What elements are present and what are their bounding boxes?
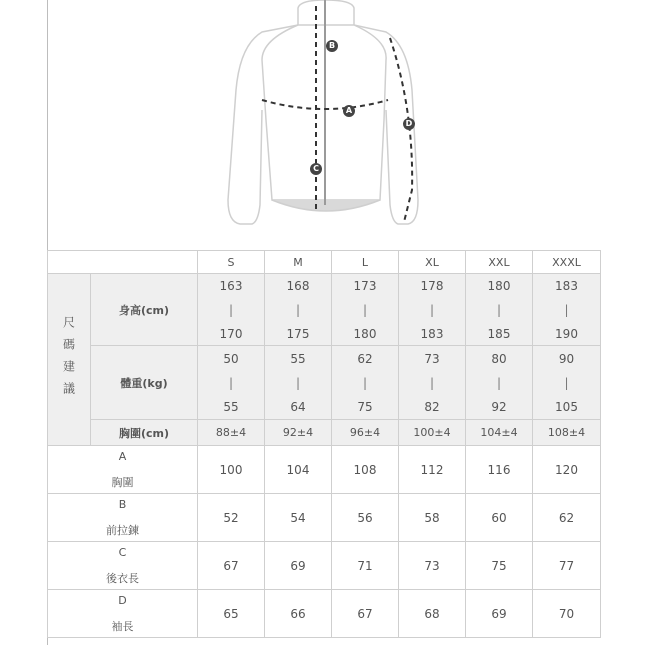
marker-b-icon: B (326, 40, 338, 52)
measurement-cell: 56 (332, 494, 399, 542)
height-cell (265, 274, 332, 346)
size-chart-table (47, 250, 601, 638)
chest-recommend-row (48, 420, 601, 446)
range-separator: | (362, 375, 368, 390)
size-header-l: L (332, 251, 399, 274)
measurement-letter: D (118, 593, 127, 607)
weight-max: 55 (223, 399, 239, 414)
weight-min: 55 (290, 351, 306, 366)
measurement-cell: 69 (466, 590, 533, 638)
size-header-xl: XL (399, 251, 466, 274)
weight-max: 64 (290, 399, 306, 414)
measurement-label (48, 542, 198, 590)
measurement-cell: 67 (332, 590, 399, 638)
range-separator: | (496, 375, 502, 390)
measurement-cell: 100 (198, 446, 265, 494)
measurement-row-a (48, 446, 601, 494)
height-cell (399, 274, 466, 346)
measurement-row-d (48, 590, 601, 638)
measurement-cell: 62 (533, 494, 601, 542)
height-cell (466, 274, 533, 346)
weight-min: 50 (223, 351, 239, 366)
measurement-cell: 54 (265, 494, 332, 542)
measurement-cell: 70 (533, 590, 601, 638)
chest-recommend-cell: 100±4 (399, 420, 466, 446)
jacket-diagram (0, 0, 645, 250)
weight-cell (466, 346, 533, 420)
measurement-name: 後衣長 (106, 571, 139, 585)
height-min: 180 (487, 278, 511, 293)
chest-recommend-cell: 96±4 (332, 420, 399, 446)
range-separator: | (429, 302, 435, 317)
recommend-label: 尺碼建議 (48, 274, 91, 446)
chest-recommend-cell: 88±4 (198, 420, 265, 446)
measurement-name: 前拉鍊 (106, 523, 139, 537)
measurement-row-b (48, 494, 601, 542)
height-min: 163 (219, 278, 243, 293)
height-min: 178 (420, 278, 444, 293)
weight-min: 90 (558, 351, 575, 366)
measurement-letter: B (118, 497, 127, 511)
measurement-cell: 52 (198, 494, 265, 542)
chest-recommend-cell: 92±4 (265, 420, 332, 446)
marker-d-icon: D (403, 118, 415, 130)
measurement-label (48, 590, 198, 638)
weight-cell (265, 346, 332, 420)
measurement-name: 袖長 (111, 619, 134, 633)
measurement-cell: 69 (265, 542, 332, 590)
height-min: 173 (353, 278, 377, 293)
size-header-m: M (265, 251, 332, 274)
range-separator: | (564, 375, 569, 390)
measurement-cell: 67 (198, 542, 265, 590)
marker-a-icon: A (343, 105, 355, 117)
size-header-s: S (198, 251, 265, 274)
height-min: 168 (286, 278, 310, 293)
measurement-cell: 66 (265, 590, 332, 638)
measurement-cell: 58 (399, 494, 466, 542)
weight-cell (533, 346, 601, 420)
measurement-cell: 60 (466, 494, 533, 542)
height-label: 身高(cm) (91, 274, 198, 346)
height-max: 190 (555, 326, 578, 341)
measurement-cell: 71 (332, 542, 399, 590)
measurement-cell: 120 (533, 446, 601, 494)
weight-min: 73 (424, 351, 440, 366)
size-header-xxxl: XXXL (533, 251, 601, 274)
weight-max: 75 (357, 399, 373, 414)
height-cell (332, 274, 399, 346)
measurement-cell: 65 (198, 590, 265, 638)
height-max: 183 (420, 326, 444, 341)
height-min: 183 (555, 278, 578, 293)
height-max: 185 (487, 326, 511, 341)
size-header-xxl: XXL (466, 251, 533, 274)
height-row (48, 274, 601, 346)
measurement-cell: 77 (533, 542, 601, 590)
height-cell (533, 274, 601, 346)
measurement-letter: C (118, 545, 127, 559)
range-separator: | (228, 375, 234, 390)
range-separator: | (429, 375, 435, 390)
weight-min: 80 (491, 351, 507, 366)
weight-row (48, 346, 601, 420)
measurement-name: 胸圍 (111, 475, 134, 489)
weight-cell (332, 346, 399, 420)
weight-max: 92 (491, 399, 507, 414)
size-header-row (48, 251, 601, 274)
chest-recommend-cell: 108±4 (533, 420, 601, 446)
measurement-label (48, 446, 198, 494)
chest-recommend-cell: 104±4 (466, 420, 533, 446)
weight-cell (399, 346, 466, 420)
measurement-row-c (48, 542, 601, 590)
range-separator: | (496, 302, 502, 317)
range-separator: | (295, 375, 301, 390)
measurement-letter: A (118, 449, 127, 463)
weight-max: 82 (424, 399, 440, 414)
range-separator: | (362, 302, 368, 317)
measurement-cell: 104 (265, 446, 332, 494)
weight-label: 體重(kg) (91, 346, 198, 420)
range-separator: | (564, 302, 569, 317)
measurement-label (48, 494, 198, 542)
weight-min: 62 (357, 351, 373, 366)
measurement-cell: 68 (399, 590, 466, 638)
measurement-cell: 116 (466, 446, 533, 494)
weight-max: 105 (555, 399, 578, 414)
marker-c-icon: C (310, 163, 322, 175)
height-max: 175 (286, 326, 310, 341)
height-cell (198, 274, 265, 346)
range-separator: | (228, 302, 234, 317)
height-max: 170 (219, 326, 243, 341)
measurement-cell: 112 (399, 446, 466, 494)
header-blank-cell (48, 251, 198, 274)
range-separator: | (295, 302, 301, 317)
weight-cell (198, 346, 265, 420)
measurement-cell: 73 (399, 542, 466, 590)
measurement-cell: 108 (332, 446, 399, 494)
height-max: 180 (353, 326, 377, 341)
chest-recommend-label: 胸圍(cm) (91, 420, 198, 446)
measurement-cell: 75 (466, 542, 533, 590)
